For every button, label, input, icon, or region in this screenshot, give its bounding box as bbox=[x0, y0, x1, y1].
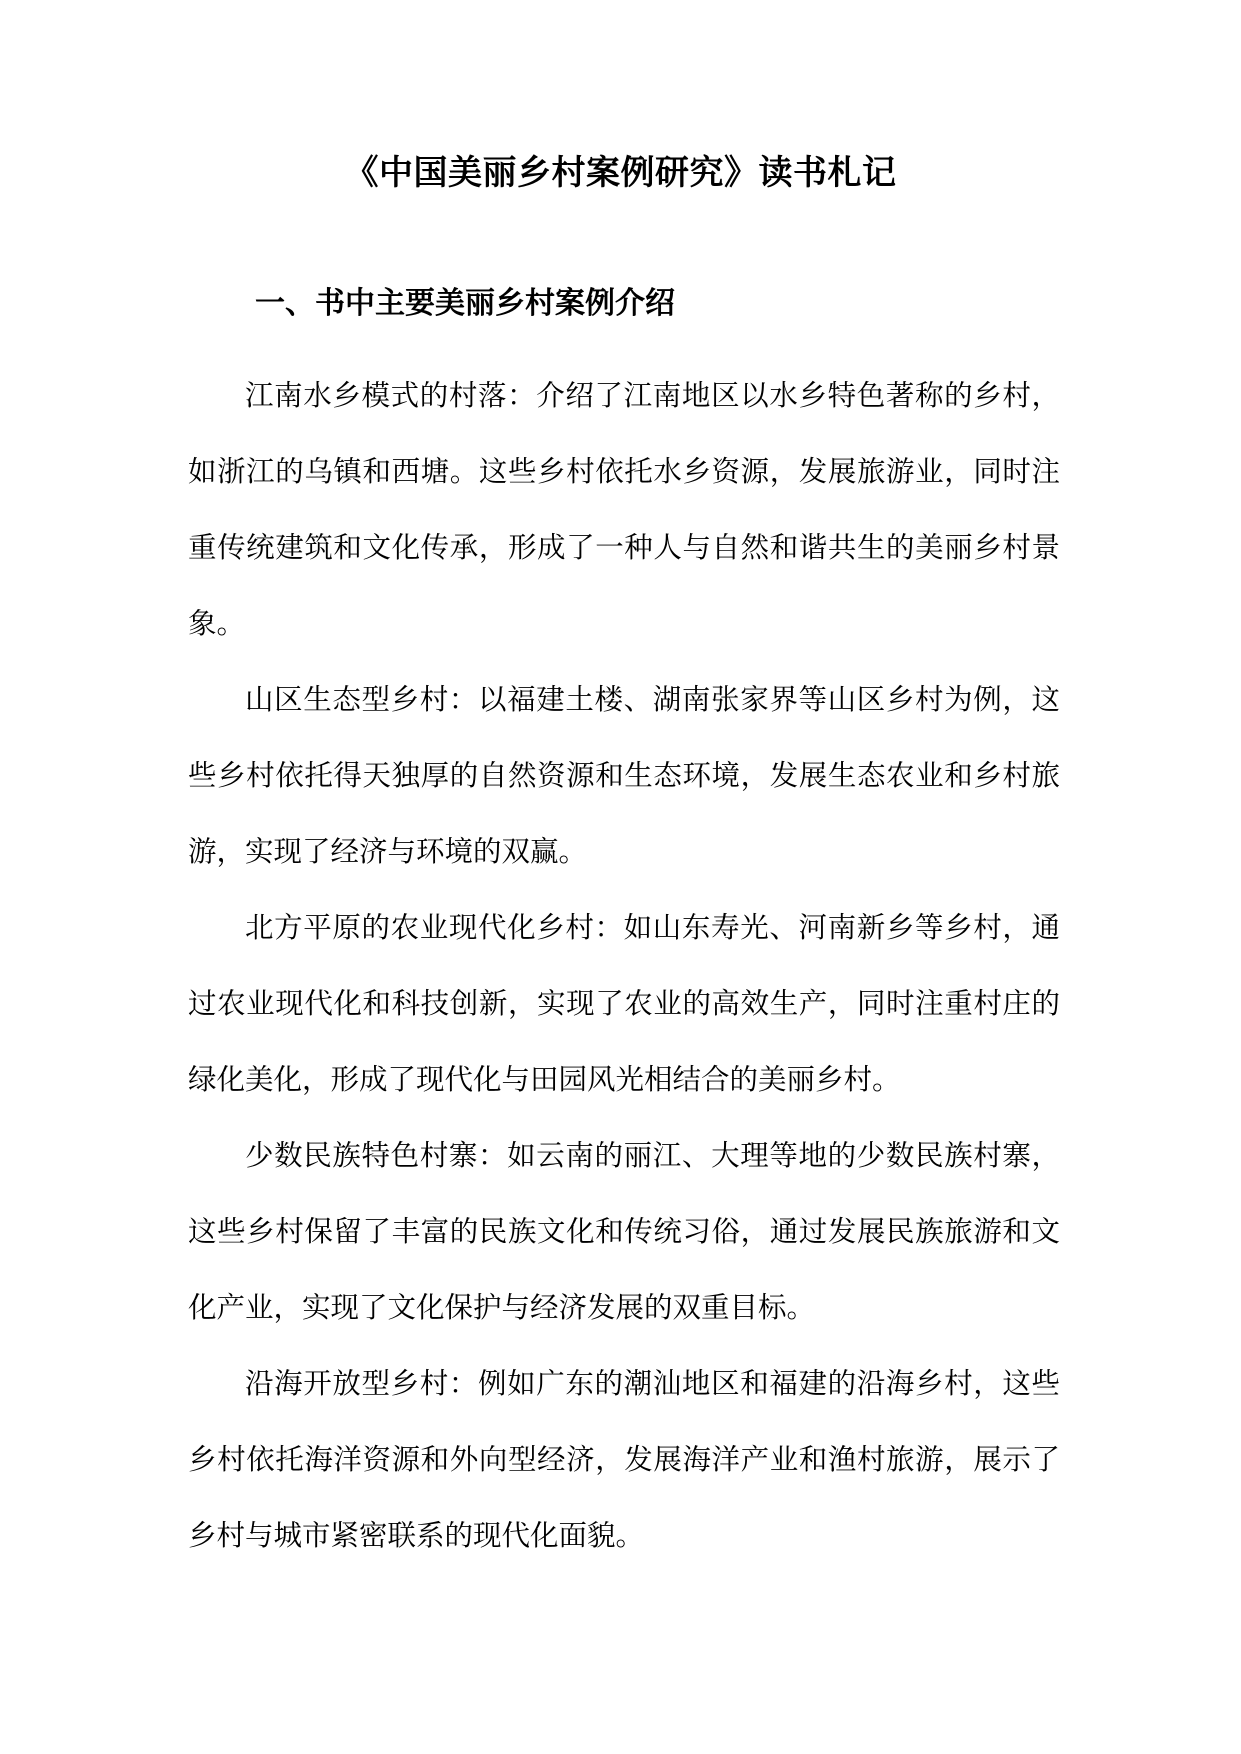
document-title: 《中国美丽乡村案例研究》读书札记 bbox=[344, 153, 897, 193]
paragraph-coastal-open-villages: 沿海开放型乡村：例如广东的潮汕地区和福建的沿海乡村，这些乡村依托海洋资源和外向型经济，发展海洋产业和渔村旅游，展示了乡村与城市紧密联系的现代化面貌。 bbox=[188, 1367, 1060, 1552]
body-text bbox=[188, 358, 1060, 1574]
section-heading: 一、书中主要美丽乡村案例介绍 bbox=[255, 286, 675, 321]
paragraph-northern-plain-agriculture: 北方平原的农业现代化乡村：如山东寿光、河南新乡等乡村，通过农业现代化和科技创新，实现了农业的高效生产，同时注重村庄的绿化美化，形成了现代化与田园风光相结合的美丽乡村。 bbox=[188, 911, 1060, 1096]
paragraph-ethnic-minority-villages: 少数民族特色村寨：如云南的丽江、大理等地的少数民族村寨，这些乡村保留了丰富的民族文化和传统习俗，通过发展民族旅游和文化产业，实现了文化保护与经济发展的双重目标。 bbox=[188, 1139, 1060, 1324]
paragraph-mountain-ecological: 山区生态型乡村：以福建土楼、湖南张家界等山区乡村为例，这些乡村依托得天独厚的自然资源和生态环境，发展生态农业和乡村旅游，实现了经济与环境的双赢。 bbox=[188, 683, 1060, 868]
paragraph-jiangnan-water-town: 江南水乡模式的村落：介绍了江南地区以水乡特色著称的乡村，如浙江的乌镇和西塘。这些乡村依托水乡资源，发展旅游业，同时注重传统建筑和文化传承，形成了一种人与自然和谐共生的美丽乡村景象。 bbox=[188, 379, 1060, 640]
